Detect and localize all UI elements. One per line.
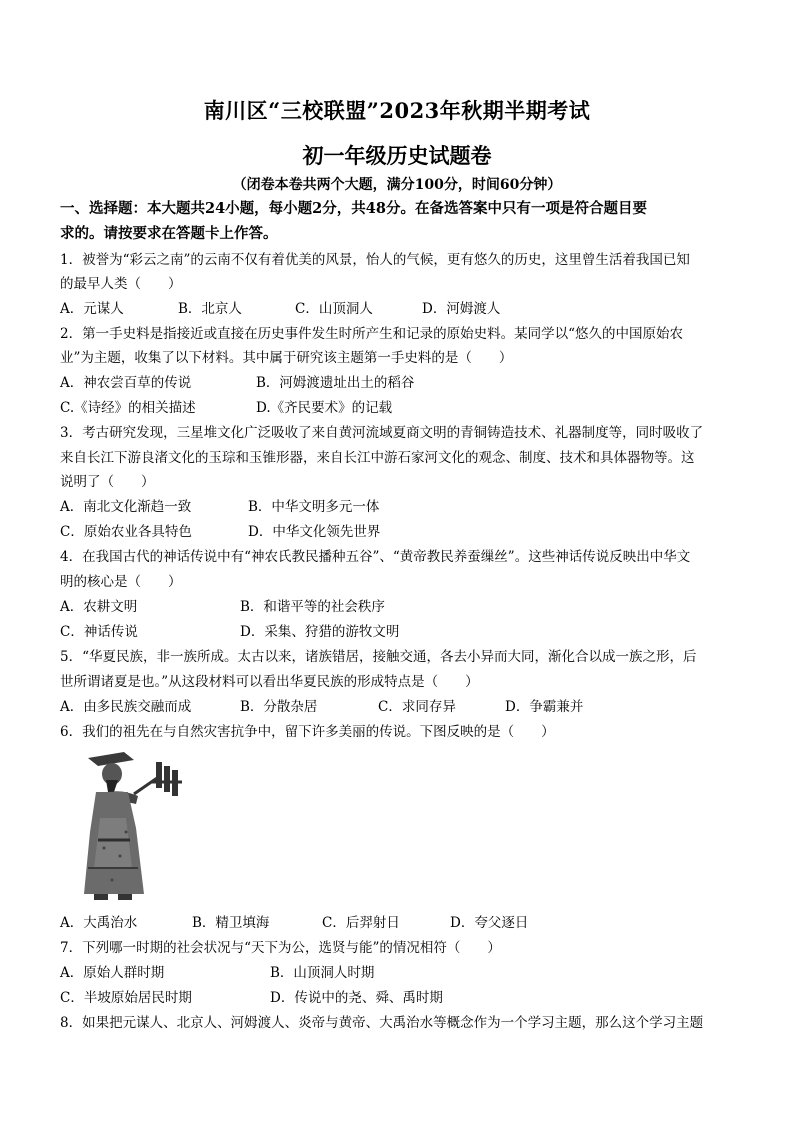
q2-option-a: A．神农尝百草的传说 (60, 375, 192, 391)
q6-option-c: C．后羿射日 (322, 915, 400, 931)
question-2-line-2: 业”为主题，收集了以下材料。其中属于研究该主题第一手史料的是（ ） (60, 350, 513, 366)
question-5-line-2: 世所谓诸夏是也。”从这段材料可以看出华夏民族的形成特点是（ ） (60, 674, 479, 690)
q5-option-b: B．分散杂居 (240, 699, 318, 715)
question-6-line-1: 6．我们的祖先在与自然灾害抗争中，留下许多美丽的传说。下图反映的是（ ） (60, 724, 555, 740)
q7-option-d: D．传说中的尧、舜、禹时期 (270, 990, 443, 1006)
q7-option-b: B．山顶洞人时期 (270, 965, 375, 981)
dayu-figure-illustration (74, 748, 186, 904)
section-heading-line1: 一、选择题：本大题共24小题，每小题2分，共48分。在备选答案中只有一项是符合题目要 (60, 200, 647, 217)
question-2-line-1: 2．第一手史料是指接近或直接在历史事件发生时所产生和记录的原始史料。某同学以“悠久的中国原始农 (60, 326, 683, 342)
section-heading-line2: 求的。请按要求在答题卡上作答。 (60, 225, 278, 242)
question-3-line-2: 来自长江下游良渚文化的玉琮和玉锥形器，来自长江中游石家河文化的观念、制度、技术和具体器物等。这 (60, 450, 695, 466)
question-1-line-2: 的最早人类（ ） (60, 276, 182, 292)
q5-option-a: A．由多民族交融而成 (60, 699, 192, 715)
q5-option-c: C．求同存异 (378, 699, 456, 715)
q2-option-b: B．河姆渡遗址出土的稻谷 (256, 375, 415, 391)
question-3-line-1: 3．考古研究发现，三星堆文化广泛吸收了来自黄河流域夏商文明的青铜铸造技术、礼器制度等，同时吸收了 (60, 425, 704, 441)
exam-note: （闭卷本卷共两个大题，满分100分，时间60分钟） (232, 177, 562, 193)
question-8-line-1: 8．如果把元谋人、北京人、河姆渡人、炎帝与黄帝、大禹治水等概念作为一个学习主题，那么这个学习主题 (60, 1015, 704, 1031)
exam-subtitle: 初一年级历史试题卷 (302, 143, 492, 168)
q4-option-a: A．农耕文明 (60, 599, 138, 615)
q6-option-b: B．精卫填海 (192, 915, 270, 931)
question-5-line-1: 5．“华夏民族，非一族所成。太古以来，诸族错居，接触交通，各去小异而大同，渐化合以成一族之形，后 (60, 649, 697, 665)
q6-option-a: A．大禹治水 (60, 915, 138, 931)
q6-option-d: D．夸父逐日 (450, 915, 529, 931)
q3-option-d: D．中华文化领先世界 (248, 524, 381, 540)
question-4-line-1: 4．在我国古代的神话传说中有“神农氏教民播种五谷”、“黄帝教民养蚕缫丝”。这些神话传说反映出中华文 (60, 549, 691, 565)
question-1-line-1: 1．被誉为“彩云之南”的云南不仅有着优美的风景，怡人的气候，更有悠久的历史，这里曾生活着我国已知 (60, 252, 690, 268)
q3-option-b: B．中华文明多元一体 (248, 499, 380, 515)
q4-option-d: D．采集、狩猎的游牧文明 (240, 624, 400, 640)
q2-option-d: D.《齐民要术》的记载 (256, 400, 393, 416)
q7-option-a: A．原始人群时期 (60, 965, 165, 981)
question-4-line-2: 明的核心是（ ） (60, 574, 182, 590)
q3-option-c: C．原始农业各具特色 (60, 524, 192, 540)
question-3-line-3: 说明了（ ） (60, 474, 155, 490)
question-7-line-1: 7．下列哪一时期的社会状况与“天下为公，选贤与能”的情况相符（ ） (60, 940, 501, 956)
q1-option-c: C．山顶洞人 (295, 301, 373, 317)
q1-option-d: D．河姆渡人 (422, 301, 501, 317)
q7-option-c: C．半坡原始居民时期 (60, 990, 192, 1006)
q4-option-c: C．神话传说 (60, 624, 138, 640)
q1-option-a: A．元谋人 (60, 301, 124, 317)
exam-title: 南川区“三校联盟”2023年秋期半期考试 (203, 98, 591, 123)
q3-option-a: A．南北文化渐趋一致 (60, 499, 192, 515)
q2-option-c: C.《诗经》的相关描述 (60, 400, 196, 416)
q5-option-d: D．争霸兼并 (505, 699, 584, 715)
q1-option-b: B．北京人 (178, 301, 242, 317)
q4-option-b: B．和谐平等的社会秩序 (240, 599, 385, 615)
